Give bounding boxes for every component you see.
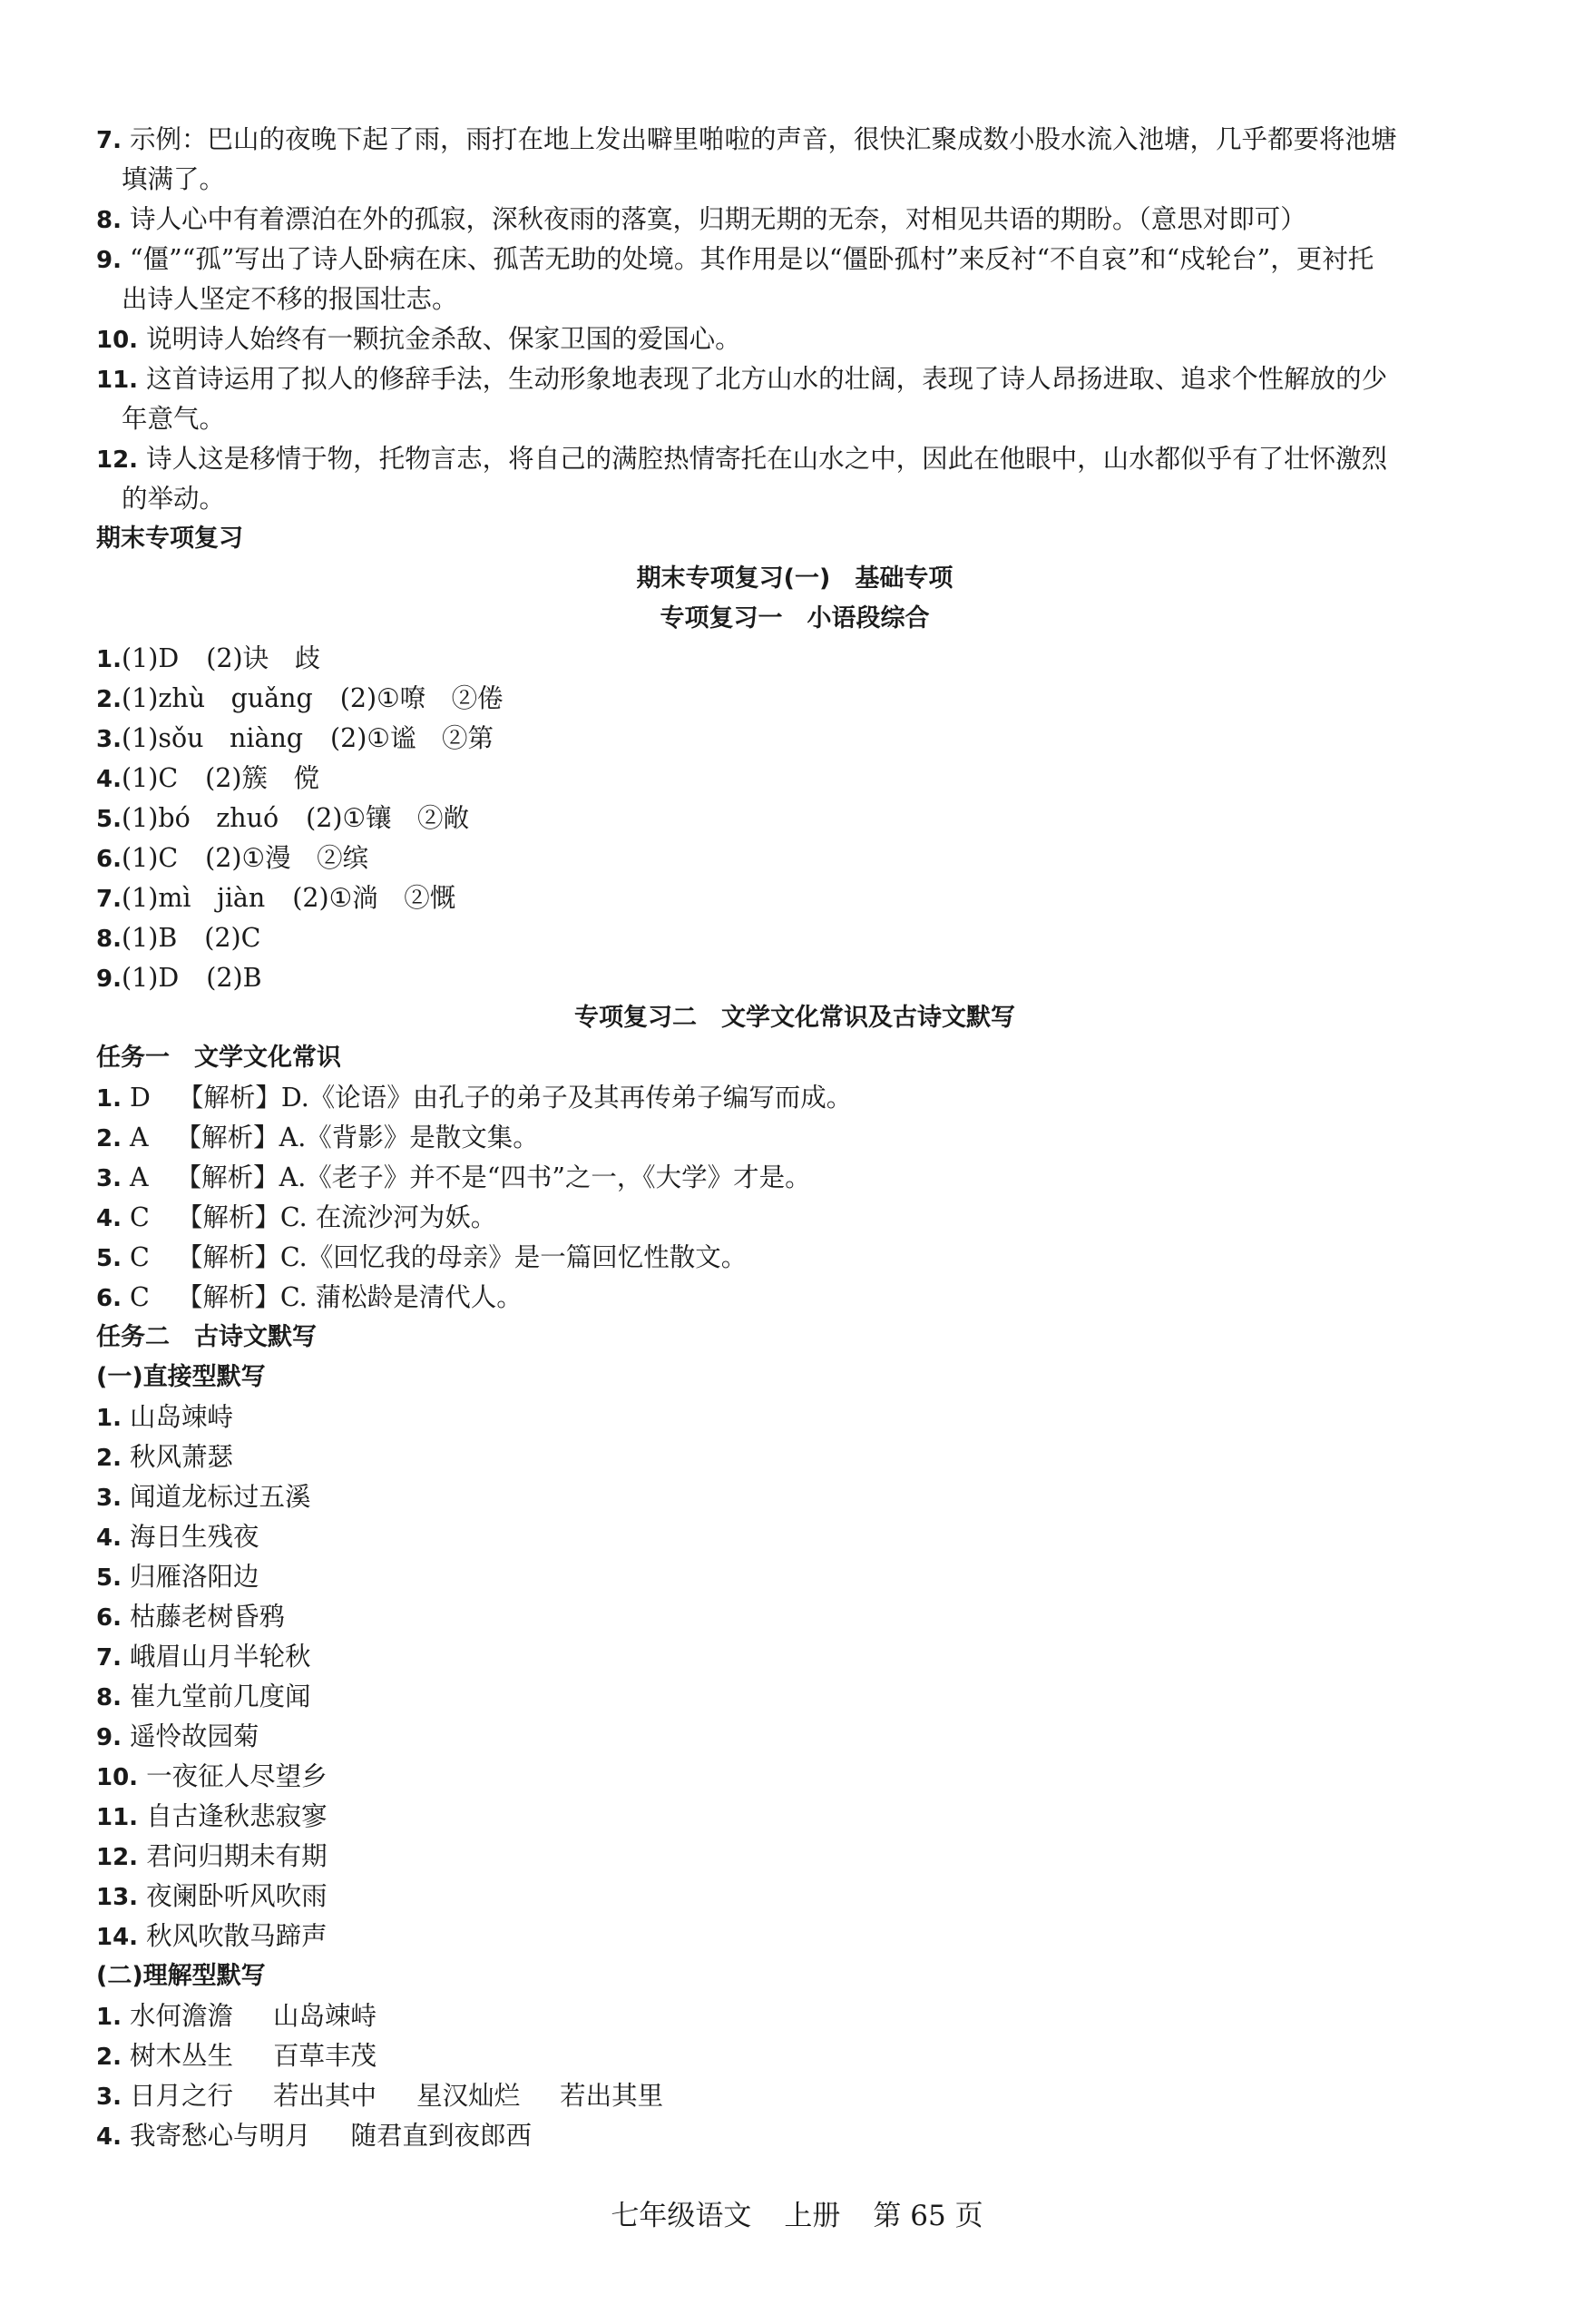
- answer-text: 山岛竦峙: [130, 1402, 234, 1432]
- answer-text: 说明诗人始终有一颗抗金杀敌、保家卫国的爱国心。: [146, 324, 741, 354]
- item-number: 8.: [96, 207, 131, 234]
- answer-text: 诗人心中有着漂泊在外的孤寂，深秋夜雨的落寞，归期无期的无奈，对相见共语的期盼。（意思对即可）: [130, 204, 1306, 234]
- answer-text: 崔九堂前几度闻: [130, 1682, 311, 1711]
- answer-text: 峨眉山月半轮秋: [130, 1642, 311, 1672]
- item-number: 2.: [96, 1125, 131, 1152]
- answer-text: 海日生残夜: [130, 1522, 259, 1552]
- answer-item-continuation: [96, 479, 1493, 519]
- answer-part: (1)C: [121, 763, 179, 793]
- answer-text: 年意气。: [122, 404, 226, 434]
- answer-text: 秋风吹散马蹄声: [146, 1921, 328, 1951]
- footer-volume: 上册: [784, 2200, 841, 2232]
- item-number: 7.: [96, 1644, 131, 1672]
- subsection-title: (二)理解型默写: [96, 1962, 266, 1990]
- answer-item: [96, 1637, 1493, 1677]
- item-number: 3.: [96, 1485, 131, 1512]
- item-number: 1.: [96, 2004, 131, 2031]
- answer-choice: A: [130, 1162, 149, 1192]
- answer-item: [96, 240, 1493, 279]
- answer-text: 自古逢秋悲寂寥: [146, 1801, 328, 1831]
- analysis-text: C. 蒲松龄是清代人。: [279, 1282, 523, 1312]
- section-heading: 期末专项复习: [96, 525, 243, 553]
- answer-item: [96, 1757, 1493, 1797]
- answer-text: 诗人这是移情于物，托物言志，将自己的满腔热情寄托在山水之中，因此在他眼中，山水都似乎有了壮怀激烈: [146, 444, 1388, 474]
- answer-choice: A: [130, 1123, 149, 1152]
- answer-part: (2)①嘹 ②倦: [339, 683, 504, 713]
- answer-item: [96, 1677, 1493, 1717]
- answer-item: [96, 1477, 1493, 1517]
- answer-item: [96, 1278, 1493, 1318]
- answer-text: 遥怜故园菊: [130, 1721, 259, 1751]
- footer-grade: 七年级语文: [611, 2200, 752, 2232]
- analysis-tag: 【解析】: [176, 1242, 280, 1272]
- answer-part: (1)bó zhuó: [121, 803, 279, 833]
- answer-item: [96, 918, 1493, 958]
- answer-text: 示例：巴山的夜晚下起了雨，雨打在地上发出噼里啪啦的声音，很快汇聚成数小股水流入池塘，几乎都要将池塘: [130, 124, 1397, 154]
- item-number: 6.: [96, 1604, 131, 1632]
- answer-text: 填满了。: [122, 164, 226, 194]
- answer-part: 我寄愁心与明月: [130, 2121, 311, 2151]
- answer-text: 枯藤老树昏鸦: [130, 1602, 286, 1632]
- item-number: 3.: [96, 726, 122, 753]
- answer-choice: D: [130, 1083, 151, 1113]
- item-number: 5.: [96, 1564, 131, 1592]
- footer-page-number: 第 65 页: [873, 2200, 983, 2232]
- analysis-tag: 【解析】: [176, 1282, 280, 1312]
- answer-item: [96, 1557, 1493, 1597]
- item-number: 3.: [96, 1165, 131, 1192]
- answer-part: 星汉灿烂: [416, 2081, 521, 2111]
- answer-text: 一夜征人尽望乡: [146, 1761, 328, 1791]
- answer-item: [96, 1717, 1493, 1757]
- item-number: 12.: [96, 446, 147, 474]
- answer-item: [96, 2036, 1493, 2076]
- item-number: 7.: [96, 886, 122, 913]
- analysis-text: C. 在流沙河为妖。: [279, 1202, 497, 1232]
- analysis-tag: 【解析】: [177, 1083, 281, 1113]
- answer-item: [96, 2076, 1493, 2116]
- answer-item: [96, 759, 1493, 799]
- item-number: 12.: [96, 1844, 147, 1871]
- item-number: 8.: [96, 1684, 131, 1711]
- answer-item: [96, 878, 1493, 918]
- answer-part: 若出其里: [560, 2081, 664, 2111]
- answer-item: [96, 1198, 1493, 1238]
- answer-item: [96, 1996, 1493, 2036]
- answer-text: 秋风萧瑟: [130, 1442, 234, 1472]
- item-number: 10.: [96, 1764, 147, 1791]
- answer-text: 出诗人坚定不移的报国壮志。: [122, 284, 458, 314]
- item-number: 4.: [96, 1205, 131, 1232]
- analysis-text: D.《论语》由孔子的弟子及其再传弟子编写而成。: [280, 1083, 853, 1113]
- page-content: [96, 120, 1493, 2156]
- answer-item: [96, 1397, 1493, 1437]
- item-number: 6.: [96, 1285, 131, 1312]
- item-number: 4.: [96, 1525, 131, 1552]
- answer-item: [96, 679, 1493, 719]
- page-footer: [0, 2196, 1594, 2236]
- answer-part: 百草丰茂: [273, 2041, 377, 2071]
- analysis-tag: 【解析】: [175, 1162, 279, 1192]
- answer-choice: C: [130, 1242, 150, 1272]
- item-number: 2.: [96, 2044, 131, 2071]
- answer-text: 这首诗运用了拟人的修辞手法，生动形象地表现了北方山水的壮阔，表现了诗人昂扬进取、追求个性解放的少: [146, 364, 1388, 394]
- review-title: 期末专项复习(一) 基础专项: [636, 564, 953, 593]
- analysis-text: A.《老子》并不是“四书”之一，《大学》才是。: [279, 1162, 811, 1192]
- item-number: 9.: [96, 966, 122, 993]
- answer-part: (2)诀 歧: [206, 643, 321, 673]
- answer-item: [96, 639, 1493, 679]
- item-number: 13.: [96, 1884, 147, 1911]
- item-number: 1.: [96, 1405, 131, 1432]
- answer-part: 若出其中: [273, 2081, 377, 2111]
- answer-item: [96, 1837, 1493, 1877]
- answer-text: 君问归期未有期: [146, 1841, 328, 1871]
- item-number: 10.: [96, 327, 147, 354]
- answer-item: [96, 1238, 1493, 1278]
- answer-part: (1)D: [121, 643, 180, 673]
- answer-item: [96, 1437, 1493, 1477]
- answer-item: [96, 1877, 1493, 1917]
- answer-text: 的举动。: [122, 484, 226, 514]
- answer-text: “僵”“孤”写出了诗人卧病在床、孤苦无助的处境。其作用是以“僵卧孤村”来反衬“不自哀”和“戍轮台”，更衬托: [130, 244, 1374, 274]
- answer-part: 山岛竦峙: [273, 2001, 377, 2031]
- answer-part: (1)sǒu niàng: [121, 723, 304, 753]
- answer-item: [96, 958, 1493, 998]
- answer-item: [96, 1797, 1493, 1837]
- subsection-title: (一)直接型默写: [96, 1363, 266, 1391]
- item-number: 2.: [96, 1445, 131, 1472]
- item-number: 8.: [96, 926, 122, 953]
- analysis-text: C.《回忆我的母亲》是一篇回忆性散文。: [279, 1242, 748, 1272]
- answer-item: [96, 120, 1493, 160]
- answer-item: [96, 1078, 1493, 1118]
- item-number: 9.: [96, 247, 131, 274]
- item-number: 1.: [96, 646, 122, 673]
- topic-title: 专项复习二 文学文化常识及古诗文默写: [574, 1004, 1015, 1032]
- answer-part: 随君直到夜郎西: [350, 2121, 533, 2151]
- item-number: 2.: [96, 686, 122, 713]
- item-number: 11.: [96, 367, 147, 394]
- answer-part: (2)B: [206, 963, 262, 993]
- answer-part: (1)zhù guǎng: [121, 683, 313, 713]
- analysis-text: A.《背影》是散文集。: [279, 1123, 539, 1152]
- answer-part: 树木丛生: [130, 2041, 234, 2071]
- item-number: 1.: [96, 1085, 131, 1113]
- answer-item: [96, 838, 1493, 878]
- answer-item: [96, 1158, 1493, 1198]
- item-number: 5.: [96, 806, 122, 833]
- answer-part: (2)①淌 ②慨: [292, 883, 456, 913]
- task-title: 任务一 文学文化常识: [96, 1044, 341, 1072]
- answer-part: 日月之行: [130, 2081, 234, 2111]
- answer-part: (2)①漫 ②缤: [205, 843, 369, 873]
- answer-item-continuation: [96, 399, 1493, 439]
- answer-item: [96, 439, 1493, 479]
- answer-choice: C: [130, 1282, 150, 1312]
- answer-part: (1)B: [121, 923, 178, 953]
- answer-part: (2)①镶 ②敞: [306, 803, 470, 833]
- item-number: 5.: [96, 1245, 131, 1272]
- answer-text: 闻道龙标过五溪: [130, 1482, 311, 1512]
- answer-choice: C: [130, 1202, 150, 1232]
- item-number: 4.: [96, 766, 122, 793]
- answer-part: (2)C: [204, 923, 261, 953]
- answer-part: (1)C: [121, 843, 179, 873]
- item-number: 11.: [96, 1804, 147, 1831]
- answer-item: [96, 1118, 1493, 1158]
- item-number: 7.: [96, 127, 131, 154]
- answer-part: (1)mì jiàn: [121, 883, 266, 913]
- answer-item: [96, 719, 1493, 759]
- answer-item-continuation: [96, 160, 1493, 200]
- answer-item: [96, 319, 1493, 359]
- answer-part: (1)D: [121, 963, 180, 993]
- item-number: 3.: [96, 2084, 131, 2111]
- analysis-tag: 【解析】: [176, 1202, 280, 1232]
- answer-item: [96, 200, 1493, 240]
- answer-item: [96, 799, 1493, 838]
- topic-title: 专项复习一 小语段综合: [660, 604, 930, 632]
- item-number: 14.: [96, 1924, 147, 1951]
- task-title: 任务二 古诗文默写: [96, 1323, 317, 1351]
- answer-part: (2)①谧 ②第: [330, 723, 494, 753]
- answer-item: [96, 1917, 1493, 1956]
- item-number: 6.: [96, 846, 122, 873]
- analysis-tag: 【解析】: [175, 1123, 279, 1152]
- answer-part: 水何澹澹: [130, 2001, 234, 2031]
- answer-item: [96, 1517, 1493, 1557]
- answer-item: [96, 359, 1493, 399]
- answer-text: 夜阑卧听风吹雨: [146, 1881, 328, 1911]
- item-number: 4.: [96, 2123, 131, 2151]
- answer-text: 归雁洛阳边: [130, 1562, 259, 1592]
- answer-part: (2)簇 傥: [205, 763, 320, 793]
- answer-item: [96, 2116, 1493, 2156]
- answer-item: [96, 1597, 1493, 1637]
- answer-item-continuation: [96, 279, 1493, 319]
- item-number: 9.: [96, 1724, 131, 1751]
